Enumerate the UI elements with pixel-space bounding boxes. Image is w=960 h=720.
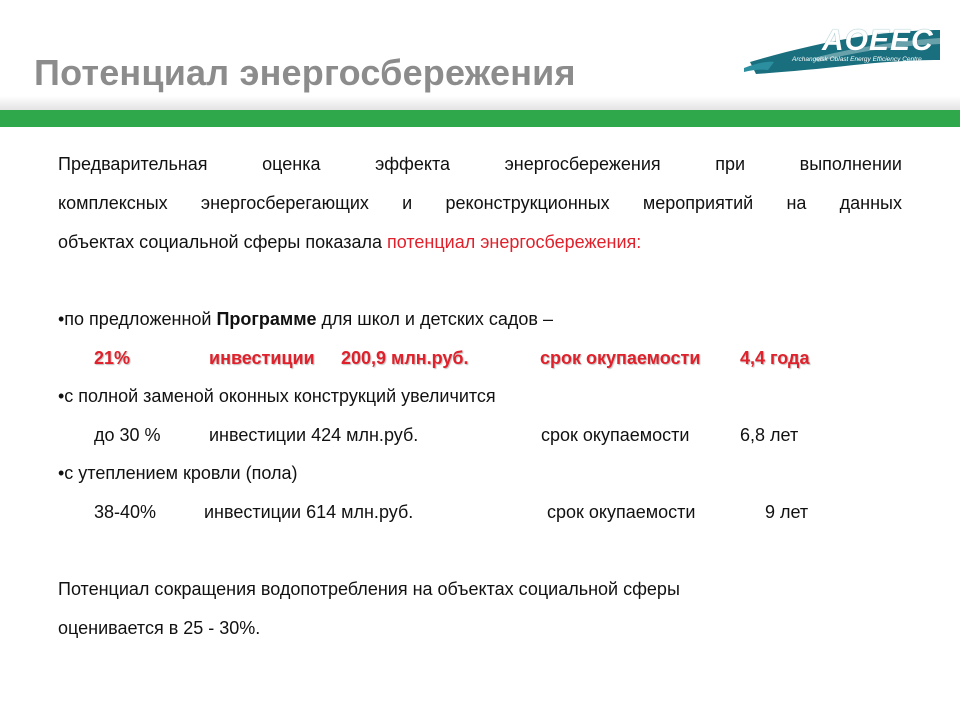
intro-word: Предварительная: [58, 154, 208, 174]
roof-percent: 38-40%: [94, 502, 157, 522]
intro-line-3: [58, 232, 902, 252]
intro-word: выполнении: [799, 154, 902, 174]
intro-word: при: [715, 154, 746, 174]
program-bullet-text: •по предложенной: [58, 309, 217, 329]
header-green-bar: [0, 110, 960, 127]
roof-bullet: •с утеплением кровли (пола): [58, 463, 298, 483]
program-payback-value: 4,4 года: [740, 348, 810, 368]
page-title: Потенциал энергосбережения: [34, 52, 576, 93]
intro-word: оценка: [262, 154, 321, 174]
logo-subtitle: Archangelsk Oblast Energy Efficiency Centre: [792, 56, 922, 63]
water-line-1: Потенциал сокращения водопотребления на объектах социальной сферы: [58, 579, 680, 599]
water-line-2: оценивается в 25 - 30%.: [58, 618, 261, 638]
program-bullet-suffix: для школ и детских садов –: [316, 309, 553, 329]
windows-bullet: •с полной заменой оконных конструкций увеличится: [58, 386, 496, 406]
logo-text: AOEEC: [822, 24, 934, 57]
program-investment-value: 200,9 млн.руб.: [341, 348, 469, 368]
program-investment-label: инвестиции: [209, 348, 315, 368]
roof-investment: инвестиции 614 млн.руб.: [204, 502, 414, 522]
intro-word: эффекта: [375, 154, 451, 174]
windows-payback-value: 6,8 лет: [740, 425, 799, 445]
program-bold: Программе: [216, 309, 317, 329]
intro-line-1: [58, 154, 902, 174]
intro-word: комплексных: [58, 193, 168, 213]
program-bullet: [58, 309, 553, 329]
windows-payback-label: срок окупаемости: [541, 425, 690, 445]
aoeec-logo: [744, 18, 940, 82]
intro-word: и: [402, 193, 413, 213]
roof-payback-value: 9 лет: [765, 502, 809, 522]
intro-word: мероприятий: [642, 193, 754, 213]
intro-word: на: [786, 193, 807, 213]
header-gradient: [0, 96, 960, 110]
program-percent: 21%: [94, 348, 131, 368]
intro-line-2: [58, 193, 902, 213]
windows-investment: инвестиции 424 млн.руб.: [209, 425, 419, 445]
roof-payback-label: срок окупаемости: [547, 502, 696, 522]
intro-word: данных: [839, 193, 902, 213]
intro-word: реконструкционных: [445, 193, 610, 213]
windows-percent: до 30 %: [94, 425, 161, 445]
intro-text: объектах социальной сферы показала: [58, 232, 387, 252]
program-payback-label: срок окупаемости: [540, 348, 701, 368]
energy-potential-highlight: потенциал энергосбережения:: [386, 232, 642, 252]
intro-word: энергосберегающих: [200, 193, 369, 213]
intro-word: энергосбережения: [504, 154, 661, 174]
